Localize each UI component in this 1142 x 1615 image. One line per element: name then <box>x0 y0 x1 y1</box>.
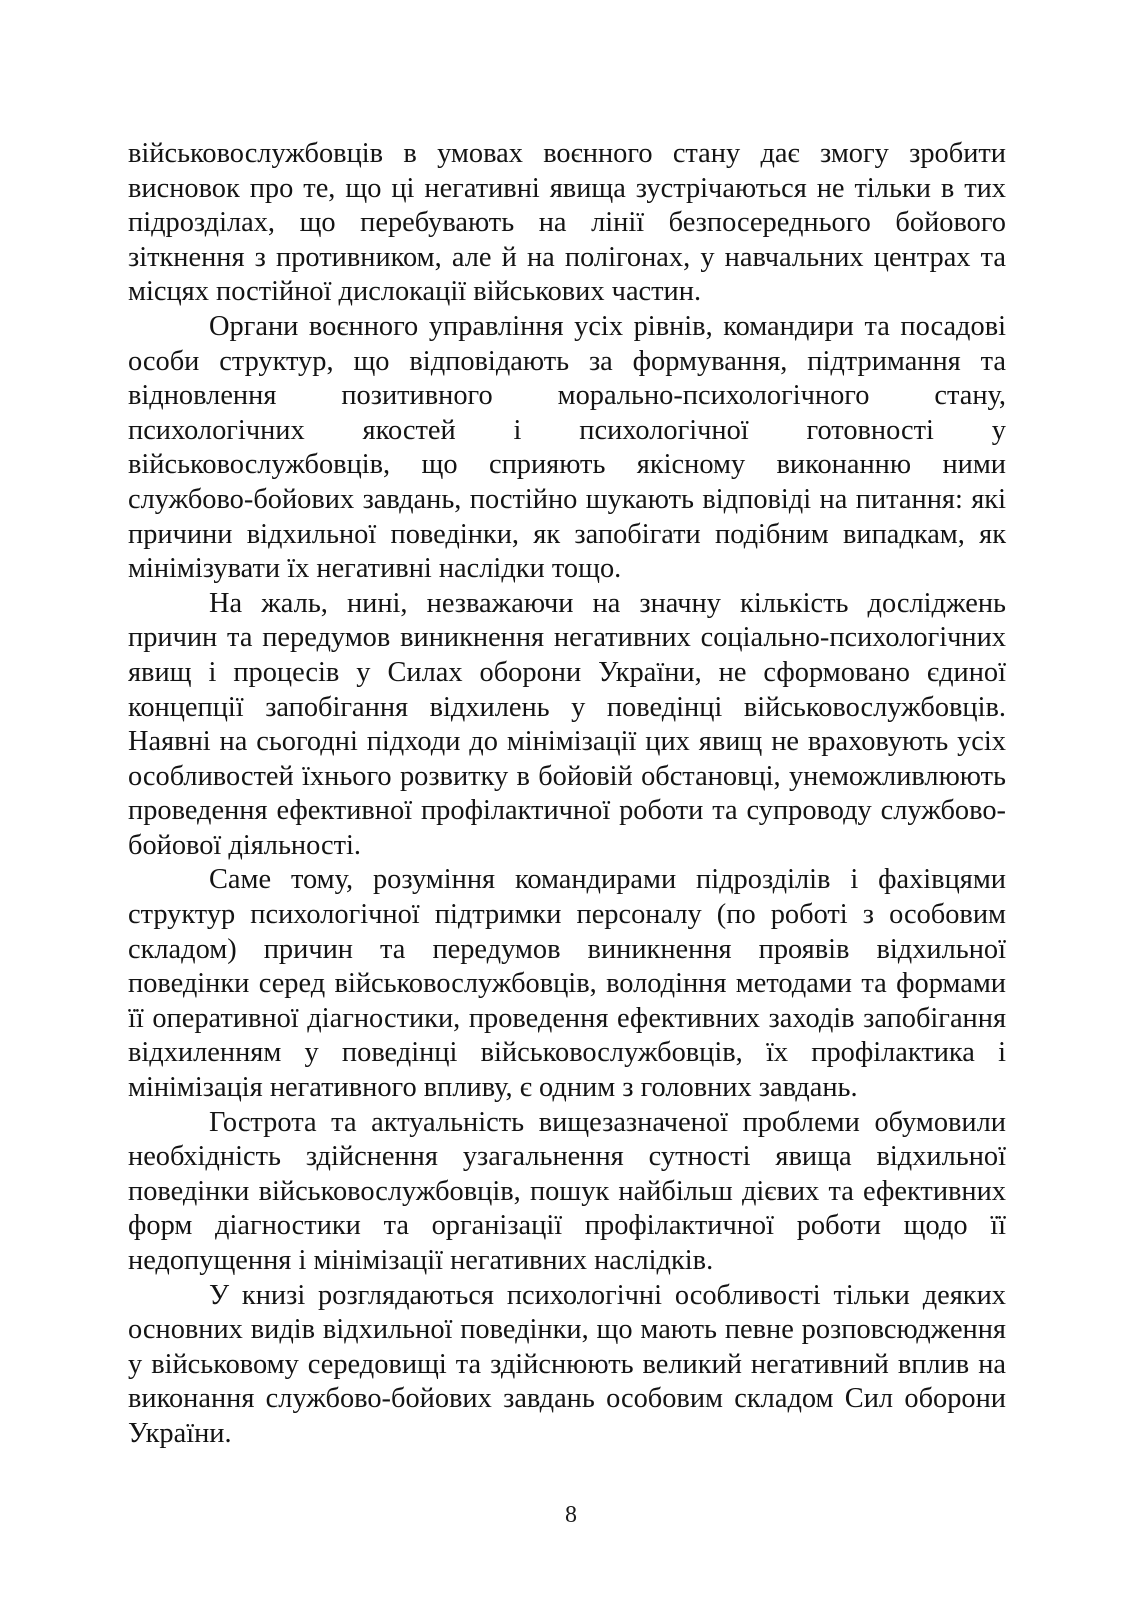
paragraph-main-task: Саме тому, розуміння командирами підрозділів і фахівцями структур психологічної підтримки персоналу (по роботі з особовим складом) причин та передумов виникнення проявів відхильної поведінки серед військовослужбовців, володіння методами та формами її оперативної діагностики, проведення ефективних заходів запобігання відхиленням у поведінці військовослужбовців, їх профілактика і мінімізація негативного впливу, є одним з головних завдань. <box>128 864 1006 1104</box>
paragraph-continuation: військовослужбовців в умовах воєнного стану дає змогу зробити висновок про те, що ці негативні явища зустрічаються не тільки в тих підрозділах, що перебувають на лінії безпосереднього бойового зіткнення з противником, але й на полігонах, у навчальних центрах та місцях постійної дислокації військових частин. <box>128 138 1006 308</box>
body-text <box>128 137 1006 1452</box>
page-number: 8 <box>565 1502 577 1528</box>
paragraph-relevance: Гострота та актуальність вищезазначеної проблеми обумовили необхідність здійснення узагальнення сутності явища відхильної поведінки військовослужбовців, пошук найбільш дієвих та ефективних форм діагностики та організації профілактичної роботи щодо її недопущення і мінімізації негативних наслідків. <box>128 1106 1006 1276</box>
paragraph-governing-bodies: Органи воєнного управління усіх рівнів, командири та посадові особи структур, що відповідають за формування, підтримання та відновлення позитивного морально-психологічного стану, психологічних якостей і психологічної готовності у військовослужбовців, що сприяють якісному виконанню ними службово-бойових завдань, постійно шукають відповіді на питання: які причини відхильної поведінки, як запобігати подібним випадкам, як мінімізувати їх негативні наслідки тощо. <box>128 310 1006 585</box>
paragraph-research-gap: На жаль, нині, незважаючи на значну кількість досліджень причин та передумов виникнення негативних соціально-психологічних явищ і процесів у Силах оборони України, не сформовано єдиної концепції запобігання відхилень у поведінці військовослужбовців. Наявні на сьогодні підходи до мінімізації цих явищ не враховують усіх особливостей їхнього розвитку в бойовій обстановці, унеможливлюють проведення ефективної профілактичної роботи та супроводу службово-бойової діяльності. <box>128 587 1006 861</box>
paragraph-book-scope: У книзі розглядаються психологічні особливості тільки деяких основних видів відхильної поведінки, що мають певне розповсюдження у військовому середовищі та здійснюють великий негативний вплив на виконання службово-бойових завдань особовим складом Сил оборони України. <box>128 1279 1006 1449</box>
